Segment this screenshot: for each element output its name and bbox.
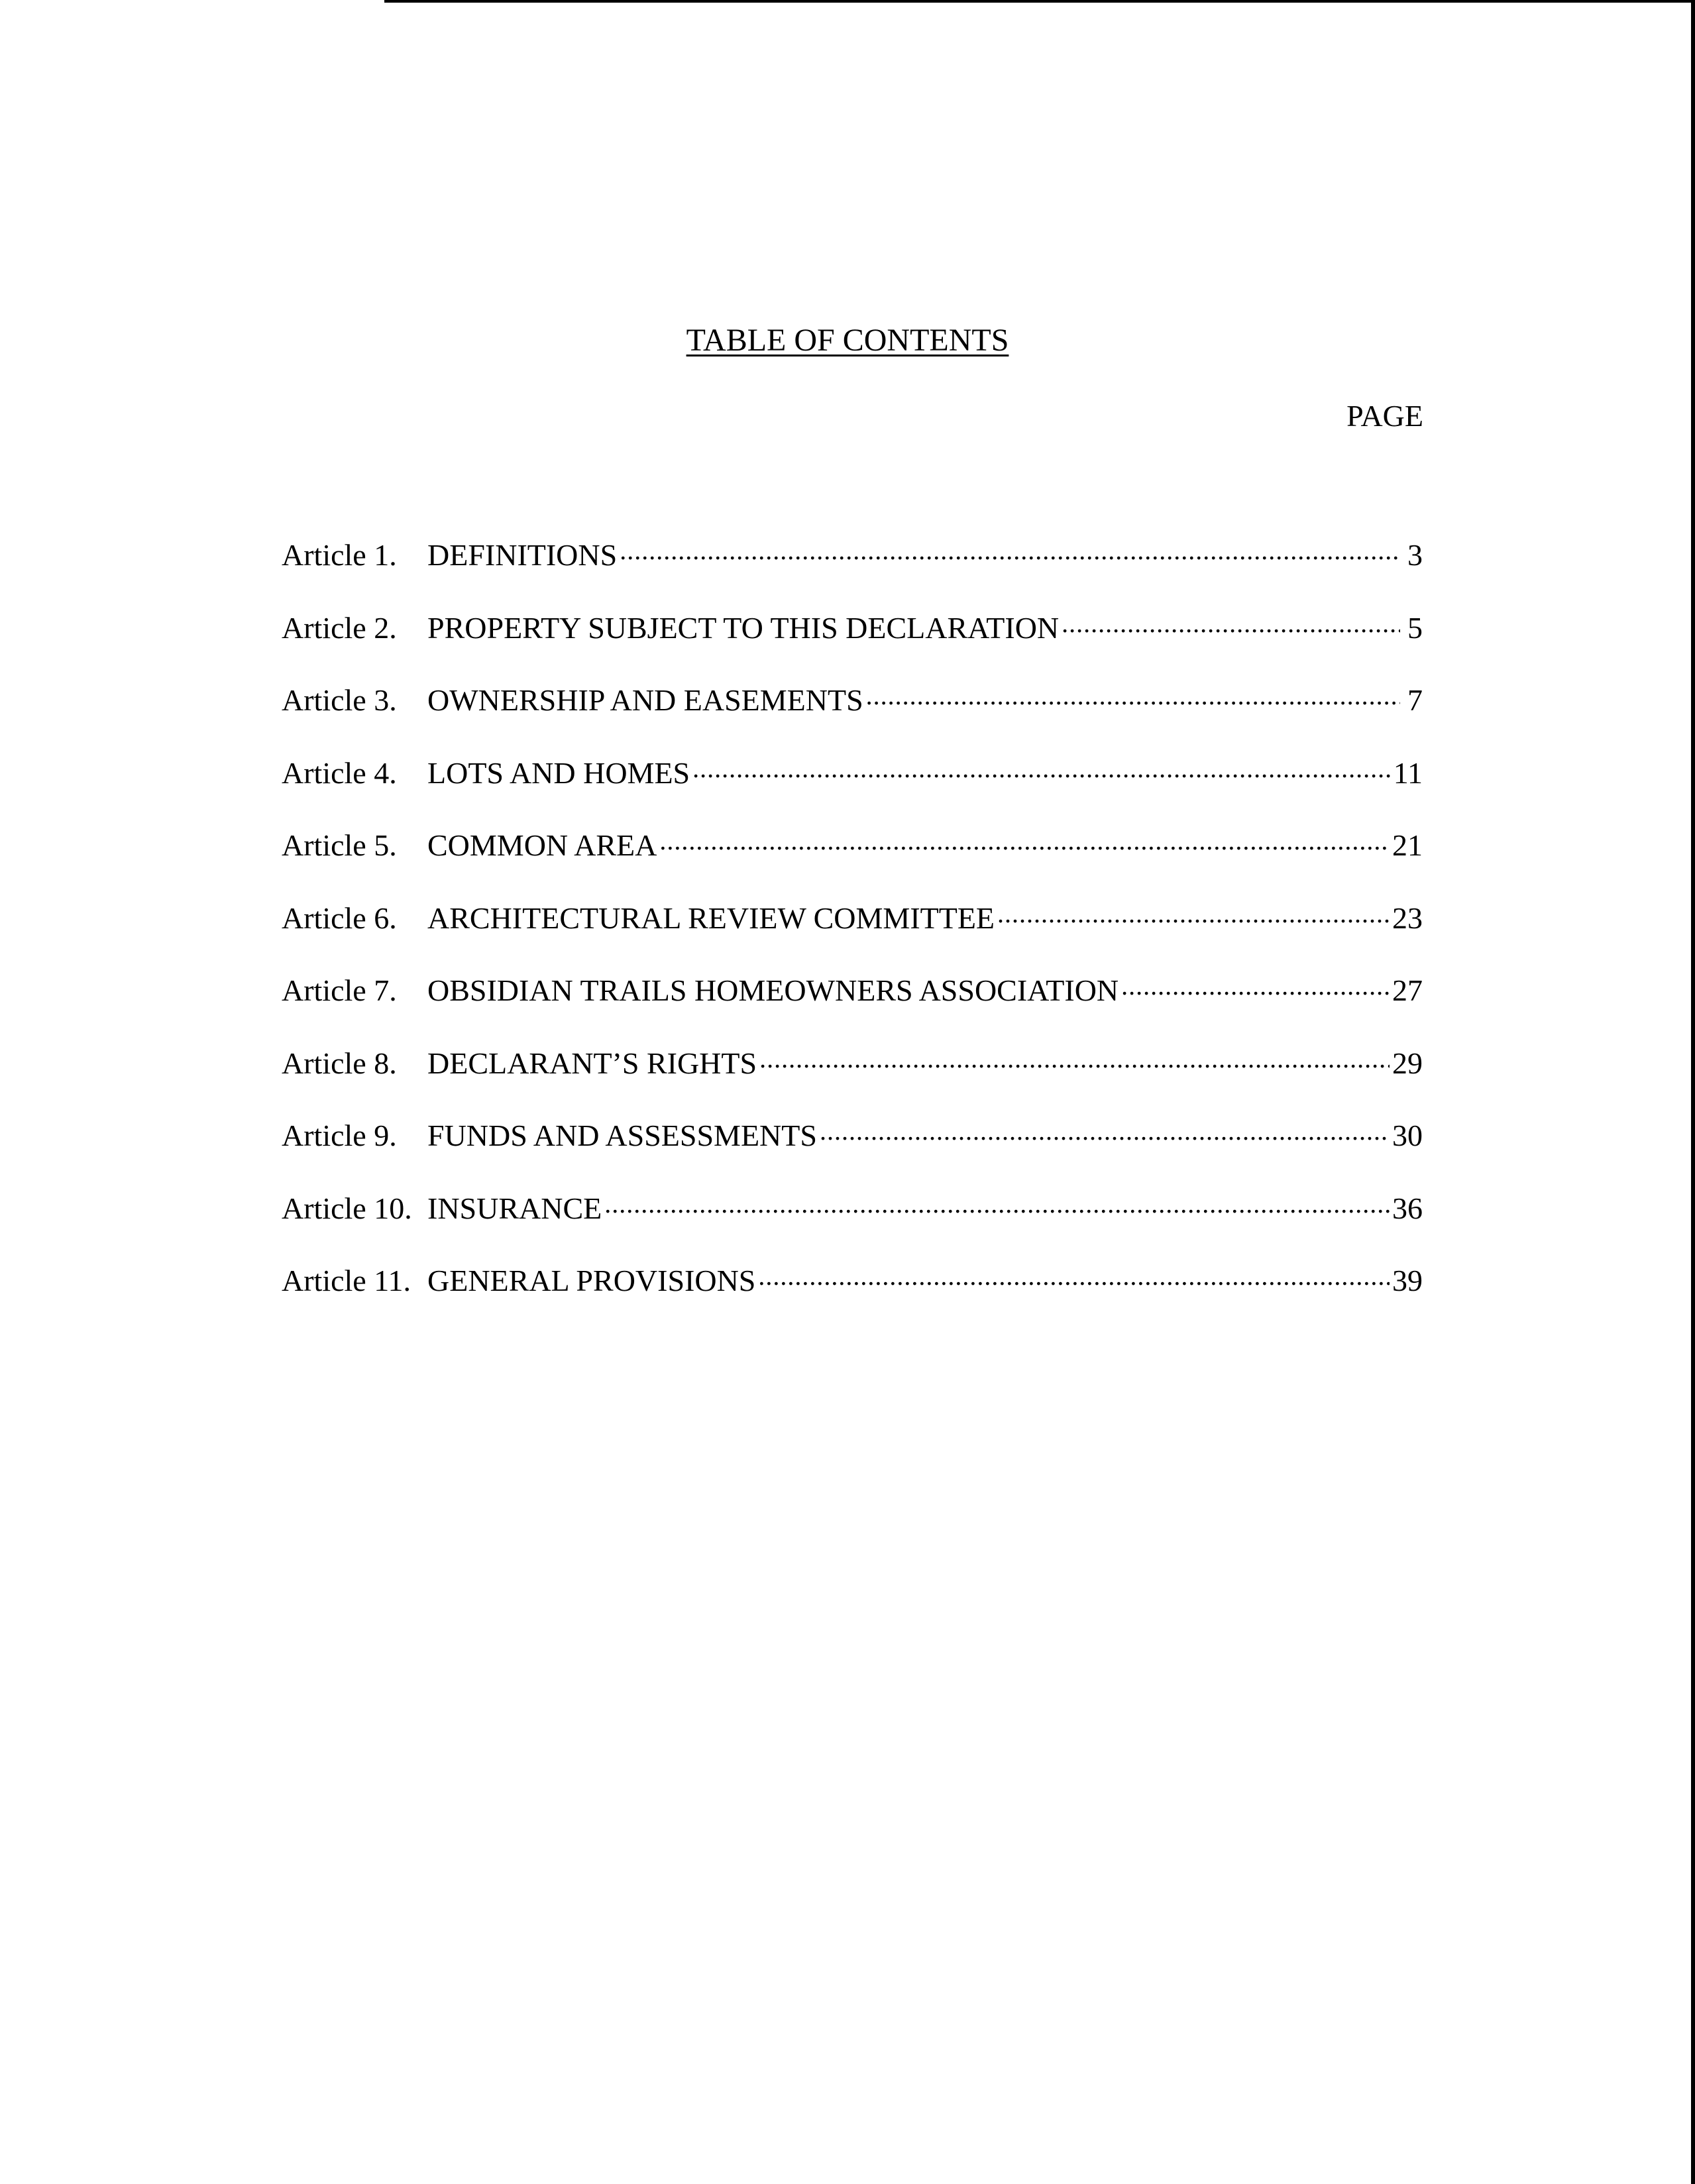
table-of-contents xyxy=(282,535,1423,1334)
toc-entry-label: PROPERTY SUBJECT TO THIS DECLARATION xyxy=(427,610,1060,645)
page-title xyxy=(0,321,1695,360)
toc-entry-number: Article 6. xyxy=(282,901,397,935)
toc-entry-label: GENERAL PROVISIONS xyxy=(427,1264,756,1297)
page-title-text: TABLE OF CONTENTS xyxy=(686,323,1009,358)
dot-leader xyxy=(620,539,1400,565)
toc-entry-article-10 xyxy=(282,1189,1423,1262)
dot-leader xyxy=(997,902,1390,928)
toc-entry-page: 5 xyxy=(1407,610,1423,645)
dot-leader xyxy=(692,757,1391,783)
toc-entry-article-9 xyxy=(282,1116,1423,1189)
toc-entry-page: 30 xyxy=(1392,1119,1423,1152)
toc-entry-page: 7 xyxy=(1407,683,1423,717)
dot-leader xyxy=(758,1264,1390,1291)
toc-entry-article-4 xyxy=(282,753,1423,826)
toc-entry-page: 21 xyxy=(1392,828,1423,862)
toc-entry-page: 39 xyxy=(1392,1264,1423,1297)
toc-entry-article-3 xyxy=(282,681,1423,753)
toc-entry-page: 36 xyxy=(1392,1191,1423,1225)
dot-leader xyxy=(866,684,1400,710)
toc-entry-label: ARCHITECTURAL REVIEW COMMITTEE xyxy=(427,901,995,935)
toc-entry-page: 23 xyxy=(1392,901,1423,935)
toc-entry-article-8 xyxy=(282,1044,1423,1117)
dot-leader xyxy=(1062,612,1400,638)
toc-entry-number: Article 5. xyxy=(282,828,397,862)
toc-entry-label: OWNERSHIP AND EASEMENTS xyxy=(427,683,863,717)
toc-entry-label: FUNDS AND ASSESSMENTS xyxy=(427,1119,817,1152)
toc-entry-number: Article 10. xyxy=(282,1191,412,1225)
toc-entry-label: DECLARANT’S RIGHTS xyxy=(427,1046,757,1080)
toc-entry-number: Article 1. xyxy=(282,538,397,572)
toc-entry-label: DEFINITIONS xyxy=(427,538,618,572)
toc-entry-article-11 xyxy=(282,1261,1423,1334)
scan-edge-top xyxy=(384,0,1695,3)
toc-entry-label: OBSIDIAN TRAILS HOMEOWNERS ASSOCIATION xyxy=(427,973,1119,1007)
dot-leader xyxy=(604,1192,1390,1219)
toc-entry-page: 27 xyxy=(1392,973,1423,1007)
dot-leader xyxy=(759,1047,1390,1073)
toc-entry-article-6 xyxy=(282,899,1423,971)
dot-leader xyxy=(820,1119,1390,1146)
toc-entry-number: Article 9. xyxy=(282,1119,397,1152)
toc-entry-page: 11 xyxy=(1393,755,1423,790)
dot-leader xyxy=(659,829,1390,855)
toc-entry-article-1 xyxy=(282,535,1423,608)
dot-leader xyxy=(1121,974,1390,1001)
page-column-header: PAGE xyxy=(1346,399,1423,433)
toc-entry-number: Article 2. xyxy=(282,610,397,645)
toc-entry-article-5 xyxy=(282,826,1423,899)
toc-entry-number: Article 4. xyxy=(282,755,397,790)
toc-entry-number: Article 7. xyxy=(282,973,397,1007)
toc-entry-label: COMMON AREA xyxy=(427,828,657,862)
toc-entry-article-2 xyxy=(282,608,1423,681)
toc-entry-number: Article 3. xyxy=(282,683,397,717)
toc-entry-number: Article 8. xyxy=(282,1046,397,1080)
toc-entry-label: LOTS AND HOMES xyxy=(427,755,690,790)
toc-entry-article-7 xyxy=(282,971,1423,1044)
toc-entry-page: 29 xyxy=(1392,1046,1423,1080)
toc-entry-label: INSURANCE xyxy=(427,1191,602,1225)
toc-entry-page: 3 xyxy=(1407,538,1423,572)
toc-entry-number: Article 11. xyxy=(282,1264,411,1297)
